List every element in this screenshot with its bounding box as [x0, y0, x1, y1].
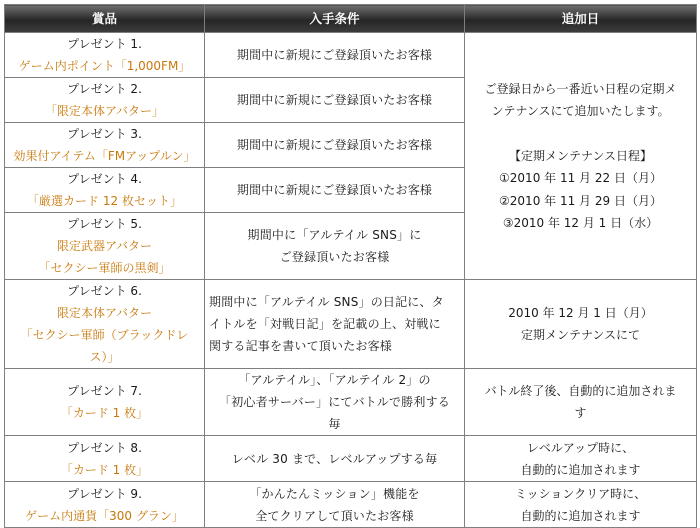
condition-cell	[205, 482, 465, 528]
schedule-item: ①2010 年 11 月 22 日（月）	[499, 171, 662, 185]
prize-number: プレゼント 9.	[67, 486, 142, 501]
prize-number: プレゼント 8.	[67, 440, 142, 455]
schedule-title: 【定期メンテナンス日程】	[508, 148, 653, 163]
prize-number: プレゼント 7.	[67, 384, 142, 398]
header-date: 追加日	[465, 5, 697, 33]
table-row	[5, 33, 697, 78]
condition-text: ご登録頂いたお客様	[279, 250, 390, 264]
date-cell	[465, 436, 697, 482]
prize-number: プレゼント 1.	[67, 37, 142, 51]
condition-text: 毎	[328, 417, 341, 431]
prize-name: 効果付アイテム「FMアップルン」	[13, 149, 196, 163]
date-merged-cell	[465, 33, 697, 280]
prize-number: プレゼント 2.	[67, 82, 142, 96]
condition-text: 「アルテイル」、「アルテイル 2」の	[238, 373, 431, 387]
condition-cell	[205, 168, 465, 213]
date-text: 自動的に追加されます	[520, 508, 641, 523]
condition-text: 全てクリアして頂いたお客様	[255, 508, 414, 523]
prize-name: 「セクシー軍師（ブラックドレス）」	[20, 328, 189, 364]
prize-cell	[5, 482, 205, 528]
prize-name: 限定本体アバター	[56, 306, 153, 320]
prize-cell	[5, 78, 205, 123]
header-row	[5, 5, 697, 33]
date-intro-line: ご登録日から一番近い日程の定期メ	[484, 81, 677, 96]
condition-text: 期間中に「アルテイル SNS」に	[247, 228, 422, 242]
prize-name: 「厳選カード 12 枚セット」	[27, 194, 182, 208]
condition-text: 期間中に新規にご登録頂いたお客様	[236, 138, 433, 152]
prize-name: 「カード 1 枚」	[60, 406, 149, 420]
prize-cell	[5, 280, 205, 369]
condition-cell	[205, 78, 465, 123]
date-text: レベルアップ時に、	[526, 440, 635, 455]
prize-number: プレゼント 6.	[67, 284, 142, 298]
prize-name: 限定武器アバター	[56, 239, 153, 253]
schedule-item: ③2010 年 12 月 1 日（水）	[502, 216, 659, 230]
prize-name: ゲーム内ポイント「1,000FM」	[18, 59, 191, 73]
date-cell	[465, 280, 697, 369]
condition-cell	[205, 123, 465, 168]
prize-cell	[5, 369, 205, 436]
condition-cell	[205, 280, 465, 369]
condition-text: 期間中に新規にご登録頂いたお客様	[236, 183, 433, 197]
condition-cell	[205, 436, 465, 482]
condition-text: 関する記事を書いて頂いたお客様	[209, 339, 393, 353]
date-intro-line: ンテナンスにて追加いたします。	[491, 104, 670, 118]
header-prize: 賞品	[5, 5, 205, 33]
condition-text: 「初心者サーバー」にてバトルで勝利する	[219, 395, 450, 409]
date-text: 2010 年 12 月 1 日（月）	[508, 306, 653, 320]
prize-number: プレゼント 4.	[67, 172, 142, 186]
table-row	[5, 436, 697, 482]
date-text: す	[574, 406, 587, 420]
table-row	[5, 369, 697, 436]
prize-name: 「限定本体アバター」	[44, 104, 165, 118]
date-text: 定期メンテナンスにて	[520, 328, 641, 342]
condition-text: レベル 30 まで、レベルアップする毎	[231, 451, 438, 466]
table-row	[5, 280, 697, 369]
prize-cell	[5, 213, 205, 280]
condition-text: 期間中に新規にご登録頂いたお客様	[236, 93, 433, 107]
schedule-item: ②2010 年 11 月 29 日（月）	[499, 193, 662, 208]
condition-text: 「かんたんミッション」機能を	[249, 486, 420, 501]
prize-cell	[5, 123, 205, 168]
prize-name: ゲーム内通貨「300 グラン」	[25, 508, 184, 523]
date-text: バトル終了後、自動的に追加されま	[484, 384, 677, 398]
prize-cell	[5, 33, 205, 78]
prize-name: 「セクシー軍師の黒剣」	[38, 261, 171, 275]
prize-name: 「カード 1 枚」	[60, 462, 149, 477]
table-row	[5, 482, 697, 528]
date-cell	[465, 369, 697, 436]
condition-text: イトルを「対戦日記」を記載の上、対戦に	[209, 317, 441, 331]
present-table	[4, 4, 697, 528]
condition-cell	[205, 213, 465, 280]
header-condition: 入手条件	[205, 5, 465, 33]
prize-number: プレゼント 3.	[67, 127, 142, 141]
condition-cell	[205, 369, 465, 436]
condition-text: 期間中に「アルテイル SNS」の日記に、タ	[209, 295, 444, 309]
condition-text: 期間中に新規にご登録頂いたお客様	[236, 48, 433, 62]
prize-cell	[5, 168, 205, 213]
date-cell	[465, 482, 697, 528]
prize-cell	[5, 436, 205, 482]
date-text: ミッションクリア時に、	[514, 486, 647, 501]
prize-number: プレゼント 5.	[67, 217, 142, 231]
condition-cell	[205, 33, 465, 78]
date-text: 自動的に追加されます	[520, 462, 641, 477]
